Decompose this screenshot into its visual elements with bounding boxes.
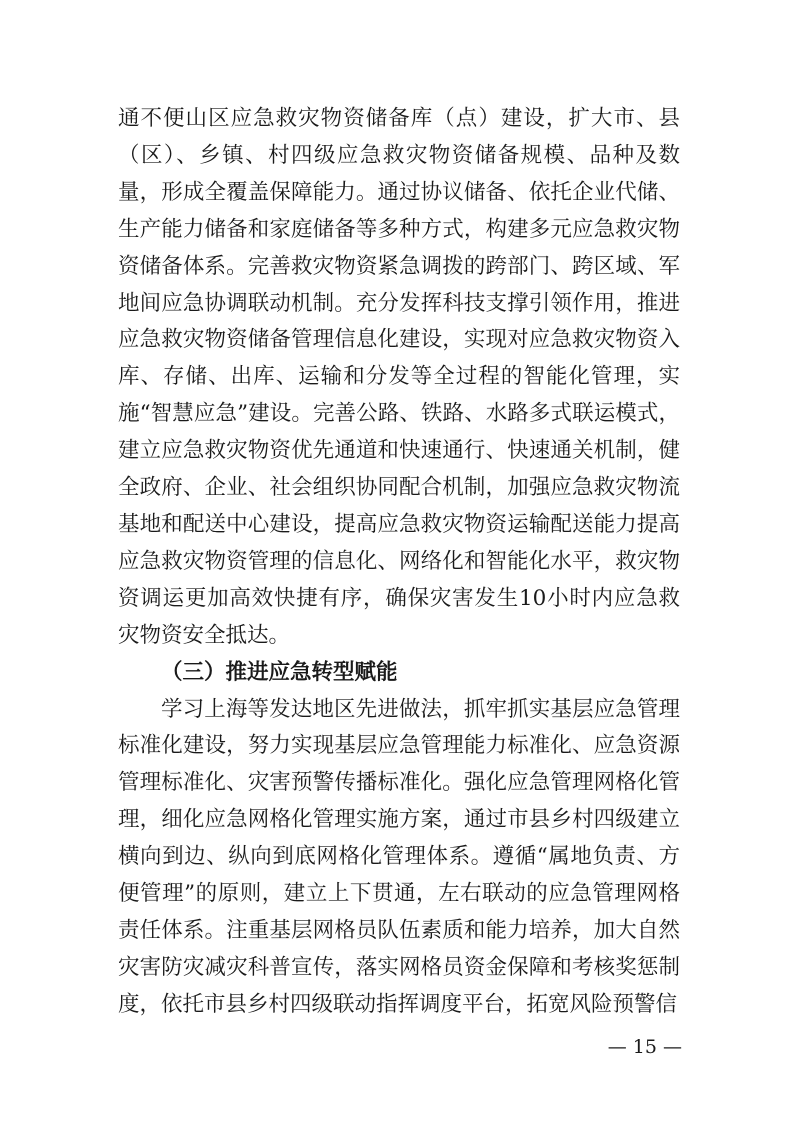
section-heading: （三）推进应急转型赋能 [161, 659, 398, 685]
continuation-paragraph: 通不便山区应急救灾物资储备库（点）建设，扩大市、县（区）、乡镇、村四级应急救灾物资储备规模、品种及数量，形成全覆盖保障能力。通过协议储备、依托企业代储、生产能力储备和家庭储备等多种方式，构建多元应急救灾物资储备体系。完善救灾物资紧急调拨的跨部门、跨区域、军地间应急协调联动机制。充分发挥科技支撑引领作用，推进应急救灾物资储备管理信息化建设，实现对应急救灾物资入库、存储、出库、运输和分发等全过程的智能化管理，实施“智慧应急”建设。完善公路、铁路、水路多式联运模式，建立应急救灾物资优先通道和快速通行、快速通关机制，健全政府、企业、社会组织协同配合机制，加强应急救灾物流基地和配送中心建设，提高应急救灾物资运输配送能力提高应急救灾物资管理的信息化、网络化和智能化水平，救灾物资调运更加高效快捷有序，确保灾害发生10小时内应急救灾物资安全抵达。 [118, 106, 680, 648]
page-number: — 15 — [607, 1036, 682, 1058]
section-body-paragraph: 学习上海等发达地区先进做法，抓牢抓实基层应急管理标准化建设，努力实现基层应急管理能力标准化、应急资源管理标准化、灾害预警传播标准化。强化应急管理网格化管理，细化应急网格化管理实施方案，通过市县乡村四级建立横向到边、纵向到底网格化管理体系。遵循“属地负责、方便管理”的原则，建立上下贯通，左右联动的应急管理网格责任体系。注重基层网格员队伍素质和能力培养，加大自然灾害防灾减灾科普宣传，落实网格员资金保障和考核奖惩制度，依托市县乡村四级联动指挥调度平台，拓宽风险预警信 [118, 696, 680, 1017]
document-body [118, 101, 680, 1024]
